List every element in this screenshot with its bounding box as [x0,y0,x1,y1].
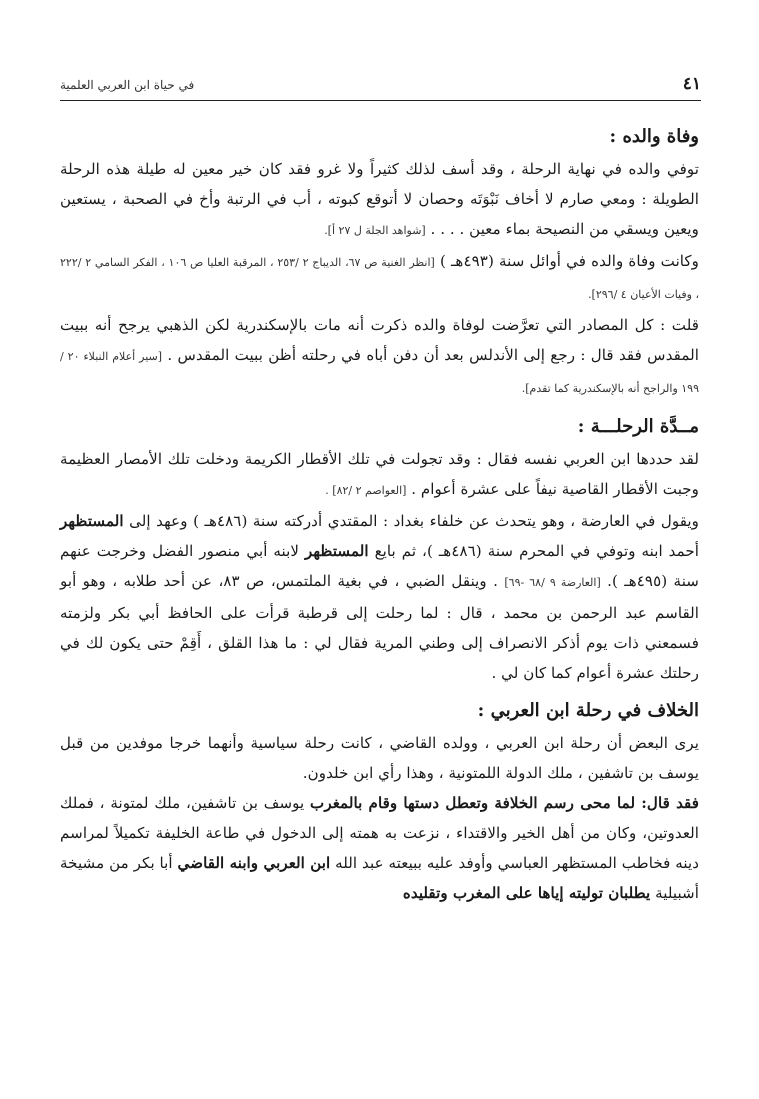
source-citation: [شواهد الجلة ل ٢٧ أ]. [324,224,426,237]
source-citation: [العارضة ٩ /٦٨ -٦٩] [504,576,601,589]
paragraph-text: أبا بكر من مشيخة أشبيلية [60,854,699,902]
page-body [60,118,699,1079]
source-citation: [انظر الغنية ص ٦٧، الديباج ٢ /٢٥٣ ، المرقبة العليا ص ١٠٦ ، الفكر السامي ٢ /٢٢٢ ، وفيات الأعيان ٤ /٢٩٦]. [60,256,699,301]
emphasis-text: المستظهر [305,542,369,560]
paragraph-text: لقد حددها ابن العربي نفسه فقال : وقد تجولت في تلك الأقطار الكريمة ودخلت تلك الأمصار العظيمة وجبت الأقطار القاصية نيفاً على عشرة أعوام . [60,450,699,498]
paragraph-text: ويقول في العارضة ، وهو يتحدث عن خلفاء بغداد : المقتدي أدركته سنة (٤٨٦هـ ) وعهد إلى [129,512,699,530]
paragraph-text: يوسف بن تاشفين، ملك لمتونة ، فملك العدوتين، وكان من أهل الخير والاقتداء ، نزعت به همته إلى الدخول في طاعة الخليفة تكميلاً لمراسم دينه فخاطب المستظهر العباسي وأوفد عليه ببيعته عبد الله [60,794,699,872]
paragraph-text: قلت : كل المصادر التي تعرَّضت لوفاة والده ذكرت أنه مات بالإسكندرية لكن الذهبي يرجح أنه ببيت المقدس فقد قال : رجع إلى الأندلس بعد أن دفن أباه في رحلته أظن ببيت المقدس . [60,316,699,364]
emphasis-text: يطلبان توليته إياها على المغرب وتقليده [402,884,651,902]
paragraph-text: يرى البعض أن رحلة ابن العربي ، وولده القاضي ، كانت رحلة سياسية وأنهما خرجا موفدين من قبل يوسف بن تاشفين ، ملك الدولة اللمتونية ، وهذا رأي ابن خلدون. [60,734,699,782]
paragraph-text: وكانت وفاة والده في أوائل سنة (٤٩٣هـ ) [439,252,700,270]
source-citation: [سير أعلام النبلاء ٢٠ /١٩٩ والراجح أنه بالإسكندرية كما تقدم]. [60,350,699,395]
page-number: ٤١ [682,74,701,94]
section-heading-father-death: وفاة والده : [609,126,699,147]
section-heading-journey-dispute: الخلاف في رحلة ابن العربي : [477,700,699,721]
running-title: في حياة ابن العربي العلمية [60,78,195,92]
paragraph-text: لابنه أبي منصور الفضل وخرجت عنهم سنة (٤٩٥هـ ). [60,542,699,590]
paragraph [60,310,699,404]
paragraph [60,728,699,788]
paragraph-text: أحمد ابنه وتوفي في المحرم سنة (٤٨٦هـ )، ثم بايع [374,542,700,560]
paragraph [60,246,699,310]
paragraph [60,154,699,246]
paragraph [60,788,699,908]
section-heading-journey-duration: مــدَّة الرحلـــة : [577,416,699,437]
paragraph-text: توفي والده في نهاية الرحلة ، وقد أسف لذلك كثيراً ولا غرو فقد كان خير معين له طيلة هذه الرحلة الطويلة : ومعي صارم لا أخاف نَبْوَتَه وحصان لا أتوقع كبوته ، أب في الرتبة وأخ في الصحبة ، يستعين ويعين ويسقي من النصيحة بماء معين . . . . [60,160,699,238]
page-header [60,72,701,101]
paragraph-text: . وينقل الضبي ، في بغية الملتمس، ص ٨٣، عن أحد طلابه ، وهو أبو القاسم عبد الرحمن بن محمد ، قال : لما رحلت إلى قرطبة قرأت على الحافظ أبي بكر ولزمته فسمعني ذات يوم أذكر الانصراف إلى وطني المرية فقال لي : ما هذا القلق ، أَقِمْ حتى يكون لك في رحلتك عشرة أعوام كما كان لي . [60,572,699,682]
emphasis-text: ابن العربي وابنه القاضي [177,854,331,872]
emphasis-text: المستظهر [60,512,124,530]
paragraph [60,444,699,506]
emphasis-text: فقد قال: لما محى رسم الخلافة وتعطل دستها وقام بالمغرب [310,794,699,812]
paragraph [60,506,699,688]
source-citation: [العواصم ٢ /٨٢] . [325,484,407,497]
